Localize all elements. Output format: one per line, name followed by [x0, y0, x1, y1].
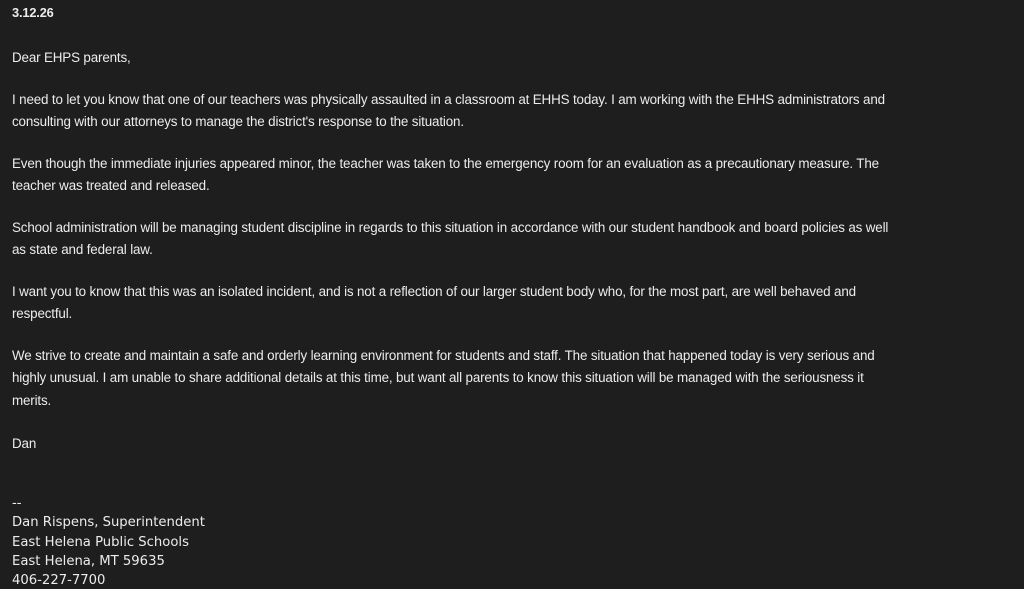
signoff: Dan: [12, 436, 37, 451]
signature-separator: --: [12, 496, 22, 511]
paragraph-line: highly unusual. I am unable to share additional details at this time, but want all parents to know this situation will be managed with the seriousness it: [12, 370, 864, 385]
paragraph-line: teacher was treated and released.: [12, 178, 210, 193]
paragraph-line: I need to let you know that one of our teachers was physically assaulted in a classroom at EHHS today. I am working with the EHHS administrators and: [12, 92, 885, 107]
paragraph-line: consulting with our attorneys to manage the district's response to the situation.: [12, 114, 464, 129]
paragraph-line: as state and federal law.: [12, 242, 153, 257]
signature-organization: East Helena Public Schools: [12, 535, 189, 550]
paragraph-line: Even though the immediate injuries appeared minor, the teacher was taken to the emergency room for an evaluation as a precautionary measure. The: [12, 156, 879, 171]
signature-phone: 406-227-7700: [12, 573, 106, 588]
email-body: [12, 0, 1017, 589]
paragraph-line: merits.: [12, 393, 52, 408]
paragraph-line: We strive to create and maintain a safe and orderly learning environment for students and staff. The situation that happened today is very serious and: [12, 348, 875, 363]
paragraph-line: I want you to know that this was an isolated incident, and is not a reflection of our larger student body who, for the most part, are well behaved and: [12, 284, 856, 299]
greeting: Dear EHPS parents,: [12, 50, 131, 65]
paragraph-line: School administration will be managing student discipline in regards to this situation in accordance with our student handbook and board policies as well: [12, 220, 889, 235]
paragraph-line: respectful.: [12, 306, 73, 321]
signature-address: East Helena, MT 59635: [12, 554, 165, 569]
signature-name-title: Dan Rispens, Superintendent: [12, 515, 205, 530]
email-date: 3.12.26: [12, 5, 54, 20]
